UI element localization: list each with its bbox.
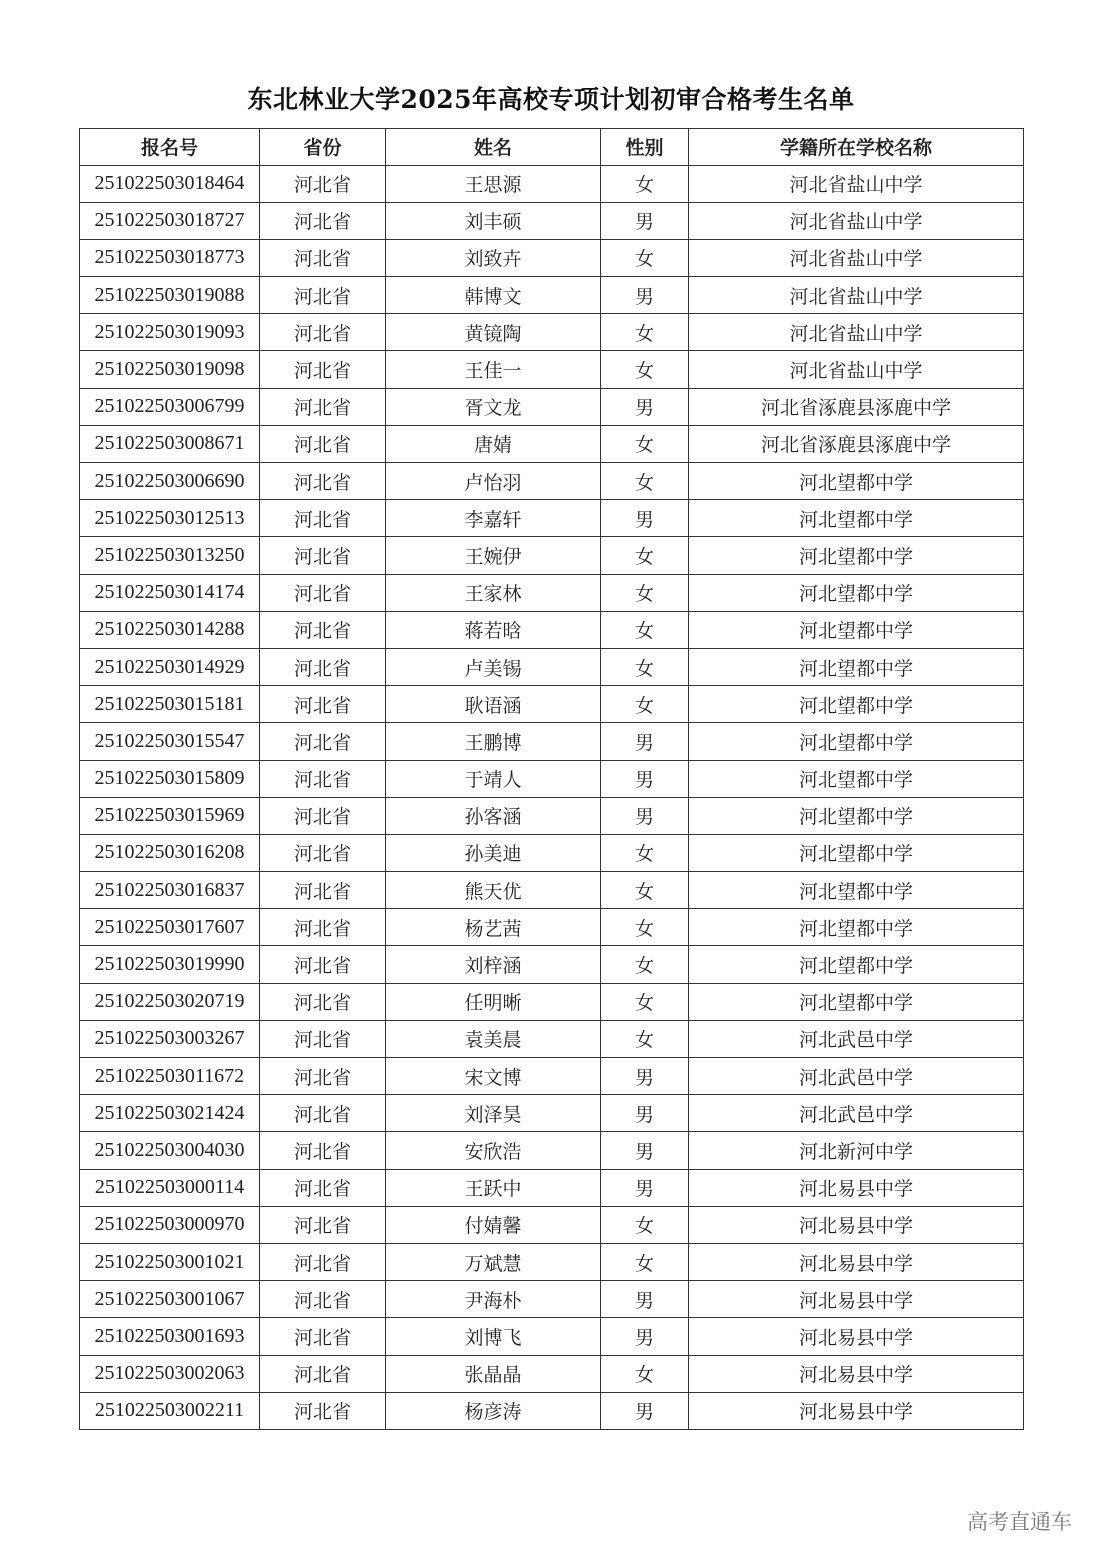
name-cell: 蒋若晗 (386, 611, 601, 648)
registration-no-cell: 251022503006799 (80, 388, 260, 425)
province-cell: 河北省 (260, 797, 386, 834)
school-cell: 河北望都中学 (689, 983, 1024, 1020)
gender-cell: 男 (601, 797, 689, 834)
gender-cell: 女 (601, 537, 689, 574)
province-cell: 河北省 (260, 1020, 386, 1057)
name-cell: 袁美晨 (386, 1020, 601, 1057)
gender-cell: 男 (601, 1318, 689, 1355)
table-row (80, 1281, 1024, 1318)
registration-no-cell: 251022503014288 (80, 611, 260, 648)
table-row (80, 1243, 1024, 1280)
registration-no-cell: 251022503013250 (80, 537, 260, 574)
registration-no-cell: 251022503001021 (80, 1243, 260, 1280)
school-cell: 河北武邑中学 (689, 1095, 1024, 1132)
registration-no-cell: 251022503019093 (80, 314, 260, 351)
registration-no-cell: 251022503018773 (80, 239, 260, 276)
province-cell: 河北省 (260, 425, 386, 462)
gender-cell: 女 (601, 351, 689, 388)
school-cell: 河北望都中学 (689, 686, 1024, 723)
province-cell: 河北省 (260, 834, 386, 871)
province-cell: 河北省 (260, 1318, 386, 1355)
registration-no-cell: 251022503014174 (80, 574, 260, 611)
name-cell: 宋文博 (386, 1058, 601, 1095)
province-cell: 河北省 (260, 537, 386, 574)
school-cell: 河北望都中学 (689, 872, 1024, 909)
gender-cell: 女 (601, 983, 689, 1020)
registration-no-cell: 251022503020719 (80, 983, 260, 1020)
name-cell: 杨艺茜 (386, 909, 601, 946)
school-cell: 河北望都中学 (689, 500, 1024, 537)
province-cell: 河北省 (260, 760, 386, 797)
name-cell: 万斌慧 (386, 1243, 601, 1280)
name-cell: 黄镜陶 (386, 314, 601, 351)
gender-cell: 女 (601, 648, 689, 685)
gender-cell: 男 (601, 1169, 689, 1206)
province-cell: 河北省 (260, 946, 386, 983)
gender-cell: 女 (601, 574, 689, 611)
header-gender: 性别 (601, 129, 689, 166)
school-cell: 河北易县中学 (689, 1355, 1024, 1392)
province-cell: 河北省 (260, 574, 386, 611)
school-cell: 河北省盐山中学 (689, 239, 1024, 276)
gender-cell: 男 (601, 202, 689, 239)
table-row (80, 983, 1024, 1020)
registration-no-cell: 251022503015547 (80, 723, 260, 760)
name-cell: 任明晰 (386, 983, 601, 1020)
registration-no-cell: 251022503001067 (80, 1281, 260, 1318)
province-cell: 河北省 (260, 500, 386, 537)
gender-cell: 男 (601, 723, 689, 760)
province-cell: 河北省 (260, 1058, 386, 1095)
table-row (80, 1132, 1024, 1169)
name-cell: 于靖人 (386, 760, 601, 797)
registration-no-cell: 251022503002063 (80, 1355, 260, 1392)
name-cell: 刘博飞 (386, 1318, 601, 1355)
province-cell: 河北省 (260, 1392, 386, 1429)
gender-cell: 女 (601, 1243, 689, 1280)
school-cell: 河北望都中学 (689, 611, 1024, 648)
registration-no-cell: 251022503000114 (80, 1169, 260, 1206)
province-cell: 河北省 (260, 1169, 386, 1206)
name-cell: 王家林 (386, 574, 601, 611)
table-row (80, 574, 1024, 611)
province-cell: 河北省 (260, 686, 386, 723)
table-header-row (80, 129, 1024, 166)
table-row (80, 1095, 1024, 1132)
school-cell: 河北省盐山中学 (689, 351, 1024, 388)
school-cell: 河北易县中学 (689, 1243, 1024, 1280)
gender-cell: 女 (601, 909, 689, 946)
gender-cell: 男 (601, 1132, 689, 1169)
gender-cell: 女 (601, 239, 689, 276)
registration-no-cell: 251022503000970 (80, 1206, 260, 1243)
school-cell: 河北省盐山中学 (689, 277, 1024, 314)
registration-no-cell: 251022503015969 (80, 797, 260, 834)
school-cell: 河北易县中学 (689, 1392, 1024, 1429)
gender-cell: 女 (601, 1355, 689, 1392)
table-row (80, 648, 1024, 685)
table-row (80, 165, 1024, 202)
name-cell: 王婉伊 (386, 537, 601, 574)
registration-no-cell: 251022503018464 (80, 165, 260, 202)
school-cell: 河北省盐山中学 (689, 314, 1024, 351)
registration-no-cell: 251022503008671 (80, 425, 260, 462)
registration-no-cell: 251022503018727 (80, 202, 260, 239)
registration-no-cell: 251022503001693 (80, 1318, 260, 1355)
table-row (80, 425, 1024, 462)
table-row (80, 1020, 1024, 1057)
candidate-table (79, 128, 1024, 1430)
gender-cell: 女 (601, 1206, 689, 1243)
province-cell: 河北省 (260, 611, 386, 648)
registration-no-cell: 251022503016837 (80, 872, 260, 909)
registration-no-cell: 251022503015809 (80, 760, 260, 797)
school-cell: 河北望都中学 (689, 946, 1024, 983)
gender-cell: 男 (601, 277, 689, 314)
name-cell: 王佳一 (386, 351, 601, 388)
name-cell: 李嘉轩 (386, 500, 601, 537)
name-cell: 卢美锡 (386, 648, 601, 685)
gender-cell: 女 (601, 425, 689, 462)
name-cell: 刘丰硕 (386, 202, 601, 239)
gender-cell: 女 (601, 872, 689, 909)
registration-no-cell: 251022503003267 (80, 1020, 260, 1057)
name-cell: 唐婧 (386, 425, 601, 462)
table-row (80, 1392, 1024, 1429)
table-row (80, 202, 1024, 239)
table-row (80, 500, 1024, 537)
registration-no-cell: 251022503006690 (80, 463, 260, 500)
header-name: 姓名 (386, 129, 601, 166)
province-cell: 河北省 (260, 388, 386, 425)
gender-cell: 女 (601, 1020, 689, 1057)
province-cell: 河北省 (260, 723, 386, 760)
gender-cell: 男 (601, 1058, 689, 1095)
school-cell: 河北省盐山中学 (689, 165, 1024, 202)
table-row (80, 314, 1024, 351)
table-row (80, 537, 1024, 574)
school-cell: 河北望都中学 (689, 537, 1024, 574)
province-cell: 河北省 (260, 648, 386, 685)
gender-cell: 女 (601, 834, 689, 871)
name-cell: 付婧馨 (386, 1206, 601, 1243)
registration-no-cell: 251022503017607 (80, 909, 260, 946)
province-cell: 河北省 (260, 872, 386, 909)
province-cell: 河北省 (260, 1095, 386, 1132)
registration-no-cell: 251022503014929 (80, 648, 260, 685)
watermark: 高考直通车 (967, 1510, 1072, 1534)
name-cell: 尹海朴 (386, 1281, 601, 1318)
table-row (80, 760, 1024, 797)
province-cell: 河北省 (260, 165, 386, 202)
province-cell: 河北省 (260, 351, 386, 388)
name-cell: 张晶晶 (386, 1355, 601, 1392)
table-row (80, 872, 1024, 909)
school-cell: 河北新河中学 (689, 1132, 1024, 1169)
registration-no-cell: 251022503015181 (80, 686, 260, 723)
school-cell: 河北望都中学 (689, 463, 1024, 500)
school-cell: 河北易县中学 (689, 1281, 1024, 1318)
name-cell: 王鹏博 (386, 723, 601, 760)
name-cell: 刘泽昊 (386, 1095, 601, 1132)
school-cell: 河北望都中学 (689, 648, 1024, 685)
table-row (80, 239, 1024, 276)
school-cell: 河北易县中学 (689, 1318, 1024, 1355)
school-cell: 河北望都中学 (689, 797, 1024, 834)
gender-cell: 女 (601, 314, 689, 351)
school-cell: 河北易县中学 (689, 1206, 1024, 1243)
table-row (80, 611, 1024, 648)
name-cell: 刘致卉 (386, 239, 601, 276)
registration-no-cell: 251022503021424 (80, 1095, 260, 1132)
table-row (80, 1206, 1024, 1243)
school-cell: 河北望都中学 (689, 723, 1024, 760)
registration-no-cell: 251022503004030 (80, 1132, 260, 1169)
gender-cell: 女 (601, 946, 689, 983)
table-row (80, 723, 1024, 760)
gender-cell: 男 (601, 500, 689, 537)
registration-no-cell: 251022503011672 (80, 1058, 260, 1095)
table-row (80, 686, 1024, 723)
table-row (80, 797, 1024, 834)
school-cell: 河北省盐山中学 (689, 202, 1024, 239)
registration-no-cell: 251022503002211 (80, 1392, 260, 1429)
school-cell: 河北望都中学 (689, 760, 1024, 797)
name-cell: 孙客涵 (386, 797, 601, 834)
table-row (80, 388, 1024, 425)
gender-cell: 男 (601, 1281, 689, 1318)
province-cell: 河北省 (260, 909, 386, 946)
registration-no-cell: 251022503019088 (80, 277, 260, 314)
school-cell: 河北武邑中学 (689, 1020, 1024, 1057)
school-cell: 河北武邑中学 (689, 1058, 1024, 1095)
table-row (80, 909, 1024, 946)
province-cell: 河北省 (260, 239, 386, 276)
province-cell: 河北省 (260, 1206, 386, 1243)
table-row (80, 834, 1024, 871)
name-cell: 耿语涵 (386, 686, 601, 723)
name-cell: 安欣浩 (386, 1132, 601, 1169)
name-cell: 胥文龙 (386, 388, 601, 425)
province-cell: 河北省 (260, 277, 386, 314)
school-cell: 河北易县中学 (689, 1169, 1024, 1206)
school-cell: 河北望都中学 (689, 574, 1024, 611)
province-cell: 河北省 (260, 1132, 386, 1169)
header-registration-no: 报名号 (80, 129, 260, 166)
gender-cell: 女 (601, 611, 689, 648)
gender-cell: 男 (601, 1095, 689, 1132)
gender-cell: 男 (601, 760, 689, 797)
school-cell: 河北省涿鹿县涿鹿中学 (689, 425, 1024, 462)
registration-no-cell: 251022503019098 (80, 351, 260, 388)
gender-cell: 女 (601, 165, 689, 202)
school-cell: 河北望都中学 (689, 834, 1024, 871)
name-cell: 刘梓涵 (386, 946, 601, 983)
gender-cell: 女 (601, 686, 689, 723)
province-cell: 河北省 (260, 463, 386, 500)
registration-no-cell: 251022503019990 (80, 946, 260, 983)
gender-cell: 男 (601, 1392, 689, 1429)
name-cell: 杨彦涛 (386, 1392, 601, 1429)
header-school: 学籍所在学校名称 (689, 129, 1024, 166)
gender-cell: 男 (601, 388, 689, 425)
table-row (80, 1355, 1024, 1392)
name-cell: 王思源 (386, 165, 601, 202)
name-cell: 卢怡羽 (386, 463, 601, 500)
name-cell: 韩博文 (386, 277, 601, 314)
province-cell: 河北省 (260, 1355, 386, 1392)
table-row (80, 463, 1024, 500)
table-row (80, 946, 1024, 983)
header-province: 省份 (260, 129, 386, 166)
table-row (80, 1058, 1024, 1095)
name-cell: 孙美迪 (386, 834, 601, 871)
name-cell: 熊天优 (386, 872, 601, 909)
table-row (80, 351, 1024, 388)
school-cell: 河北省涿鹿县涿鹿中学 (689, 388, 1024, 425)
registration-no-cell: 251022503012513 (80, 500, 260, 537)
table-row (80, 277, 1024, 314)
province-cell: 河北省 (260, 1281, 386, 1318)
name-cell: 王跃中 (386, 1169, 601, 1206)
registration-no-cell: 251022503016208 (80, 834, 260, 871)
province-cell: 河北省 (260, 314, 386, 351)
school-cell: 河北望都中学 (689, 909, 1024, 946)
table-row (80, 1318, 1024, 1355)
province-cell: 河北省 (260, 983, 386, 1020)
page-title: 东北林业大学2025年高校专项计划初审合格考生名单 (247, 85, 855, 114)
province-cell: 河北省 (260, 1243, 386, 1280)
province-cell: 河北省 (260, 202, 386, 239)
table-row (80, 1169, 1024, 1206)
gender-cell: 女 (601, 463, 689, 500)
